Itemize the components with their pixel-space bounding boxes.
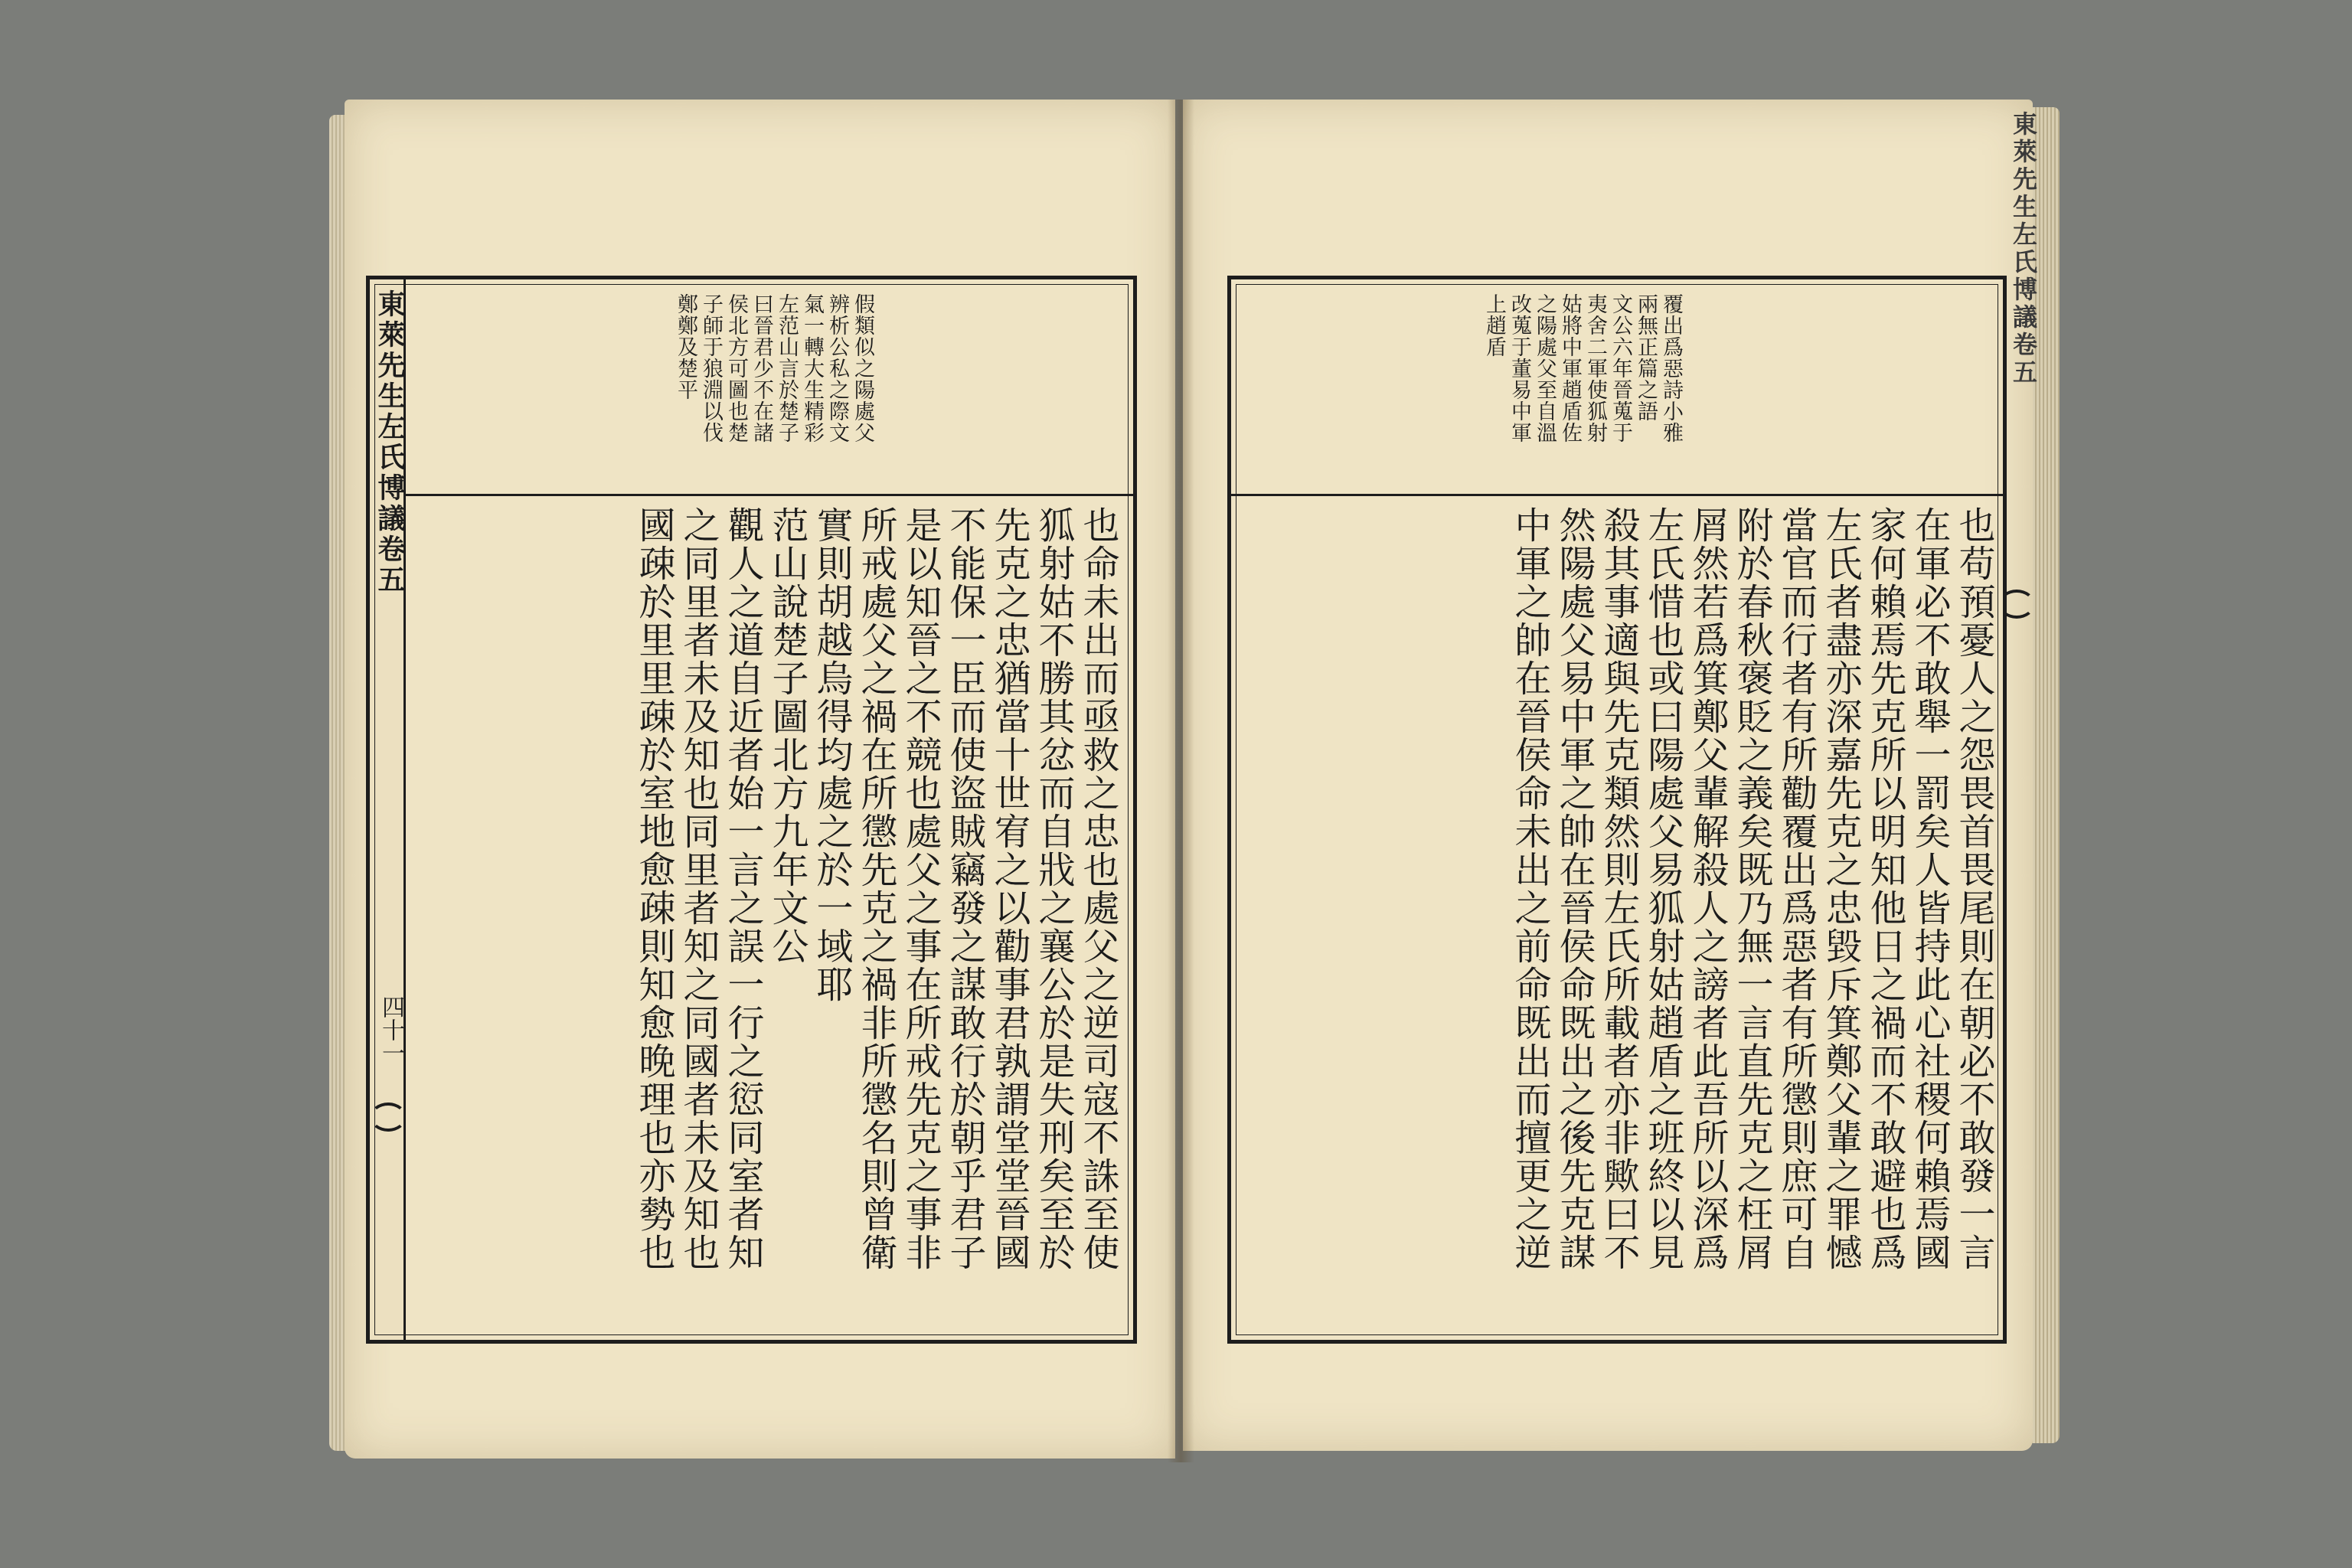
text-column: 實則胡越烏得均處之於一域耶 bbox=[810, 506, 853, 1004]
text-column: 在軍必不敢舉一罰矣人皆持此心社稷何賴焉國 bbox=[1908, 506, 1951, 1272]
note-column: 夷舍二軍使狐射 bbox=[1583, 293, 1607, 443]
left-text-frame bbox=[366, 276, 1137, 1344]
note-column: 鄭鄭及楚平 bbox=[674, 293, 697, 400]
text-column: 左氏者盡亦深嘉先克之忠毀斥箕鄭父輩之罪憾 bbox=[1819, 506, 1862, 1272]
text-column: 當官而行者有所勸覆出爲惡者有所懲則庶可自 bbox=[1775, 506, 1818, 1272]
left-notes bbox=[671, 293, 873, 485]
page-number: 四十一 bbox=[377, 995, 404, 1064]
note-column: 氣一轉大生精彩 bbox=[800, 293, 824, 443]
fish-tail-mark bbox=[1998, 590, 2035, 619]
note-column: 假類似之陽處父 bbox=[851, 293, 874, 443]
right-running-title bbox=[2006, 111, 2041, 387]
note-column: 改蒐于董易中軍 bbox=[1508, 293, 1531, 443]
text-column: 是以知晉之不競也處父之事在所戒先克之事非 bbox=[899, 506, 942, 1272]
left-main-text bbox=[628, 506, 1119, 1325]
text-column: 屑然若爲箕鄭父輩解殺人之謗者此吾所以深爲 bbox=[1686, 506, 1729, 1272]
note-column: 侯北方可圖也楚 bbox=[724, 293, 748, 443]
note-column: 上趙盾 bbox=[1482, 293, 1506, 358]
fish-tail-mark bbox=[370, 1102, 407, 1132]
text-column: 然陽處父易中軍之帥在晉侯命既出之後先克謀 bbox=[1553, 506, 1596, 1272]
book-title: 東萊先生左氏博議 bbox=[2009, 111, 2038, 332]
text-column: 殺其事適與先克類然則左氏所載者亦非歟曰不 bbox=[1597, 506, 1640, 1272]
note-column: 子師于狼淵以伐 bbox=[699, 293, 723, 443]
text-column: 觀人之道自近者始一言之誤一行之愆同室者知 bbox=[721, 506, 764, 1272]
note-column: 曰晉君少不在諸 bbox=[750, 293, 773, 443]
text-column: 附於春秋褒貶之義矣既乃無一言直先克之枉屑 bbox=[1730, 506, 1773, 1272]
text-column: 國疎於里里疎於室地愈疎則知愈晚理也亦勢也 bbox=[632, 506, 675, 1272]
right-main-text bbox=[1504, 506, 1995, 1325]
note-column: 左范山言於楚子 bbox=[775, 293, 799, 443]
book-gutter bbox=[1168, 100, 1194, 1462]
text-column: 范山說楚子圖北方九年文公 bbox=[766, 506, 808, 965]
text-column: 不能保一臣而使盜賊竊發之謀敢行於朝乎君子 bbox=[943, 506, 986, 1272]
text-column: 中軍之帥在晉侯命未出之前命既出而擅更之逆 bbox=[1508, 506, 1551, 1272]
note-column: 之陽處父至自溫 bbox=[1533, 293, 1557, 443]
text-column: 狐射姑不勝其忿而自戕之襄公於是失刑矣至於 bbox=[1032, 506, 1075, 1272]
text-column: 先克之忠猶當十世宥之以勸事君孰謂堂堂晉國 bbox=[988, 506, 1031, 1272]
volume-label: 卷五 bbox=[374, 534, 406, 596]
book-title: 東萊先生左氏博議 bbox=[374, 289, 406, 534]
note-column: 辨析公私之際文 bbox=[825, 293, 849, 443]
text-column: 也命未出而亟救之忠也處父之逆司寇不誅至使 bbox=[1076, 506, 1119, 1272]
left-running-title bbox=[371, 289, 410, 596]
note-column: 姑將中軍趙盾佐 bbox=[1558, 293, 1582, 443]
volume-label: 卷五 bbox=[2009, 332, 2038, 387]
note-column: 覆出爲惡詩小雅 bbox=[1659, 293, 1683, 443]
note-column: 文公六年晉蒐于 bbox=[1609, 293, 1632, 443]
text-column: 家何賴焉先克所以明知他日之禍而不敢避也爲 bbox=[1864, 506, 1906, 1272]
text-column: 所戒處父之禍在所懲先克之禍非所懲名則曾衛 bbox=[854, 506, 897, 1272]
right-text-frame bbox=[1227, 276, 2007, 1344]
text-column: 也苟預憂人之怨畏首畏尾則在朝必不敢發一言 bbox=[1952, 506, 1995, 1272]
right-notes bbox=[1479, 293, 1681, 485]
note-column: 兩無正篇之語 bbox=[1634, 293, 1658, 422]
text-column: 左氏惜也或曰陽處父易狐射姑趙盾之班終以見 bbox=[1642, 506, 1684, 1272]
text-column: 之同里者未及知也同里者知之同國者未及知也 bbox=[677, 506, 720, 1272]
